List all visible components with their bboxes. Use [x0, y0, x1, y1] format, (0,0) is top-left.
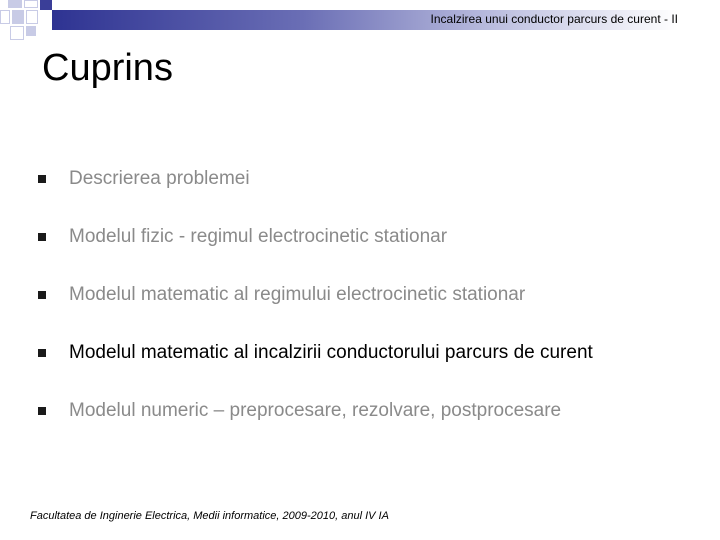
decor-square — [26, 26, 36, 36]
square-bullet-icon — [38, 291, 46, 299]
agenda-item-label: Modelul matematic al incalzirii conductorului parcurs de curent — [69, 342, 593, 363]
decor-square — [26, 10, 38, 24]
decor-square — [12, 10, 24, 24]
agenda-item — [38, 150, 593, 208]
decor-square — [40, 0, 52, 10]
square-bullet-icon — [38, 407, 46, 415]
agenda-list — [38, 150, 593, 440]
decor-square — [8, 0, 22, 8]
slide-title: Cuprins — [42, 47, 173, 89]
agenda-item-active — [38, 324, 593, 382]
agenda-item-label: Modelul fizic - regimul electrocinetic stationar — [69, 226, 448, 247]
corner-squares-decoration — [0, 0, 60, 46]
decor-square — [10, 26, 24, 40]
agenda-item — [38, 266, 593, 324]
agenda-item — [38, 382, 593, 440]
decor-square — [24, 0, 38, 8]
agenda-item-label: Modelul numeric – preprocesare, rezolvare, postprocesare — [69, 400, 562, 421]
slide-footer: Facultatea de Inginerie Electrica, Medii informatice, 2009-2010, anul IV IA — [30, 510, 389, 522]
agenda-item-label: Modelul matematic al regimului electrocinetic stationar — [69, 284, 526, 305]
agenda-item-label: Descrierea problemei — [69, 168, 250, 189]
square-bullet-icon — [38, 349, 46, 357]
agenda-item — [38, 208, 593, 266]
square-bullet-icon — [38, 233, 46, 241]
header-title: Incalzirea unui conductor parcurs de curent - II — [430, 12, 678, 26]
square-bullet-icon — [38, 175, 46, 183]
decor-square — [0, 10, 10, 24]
